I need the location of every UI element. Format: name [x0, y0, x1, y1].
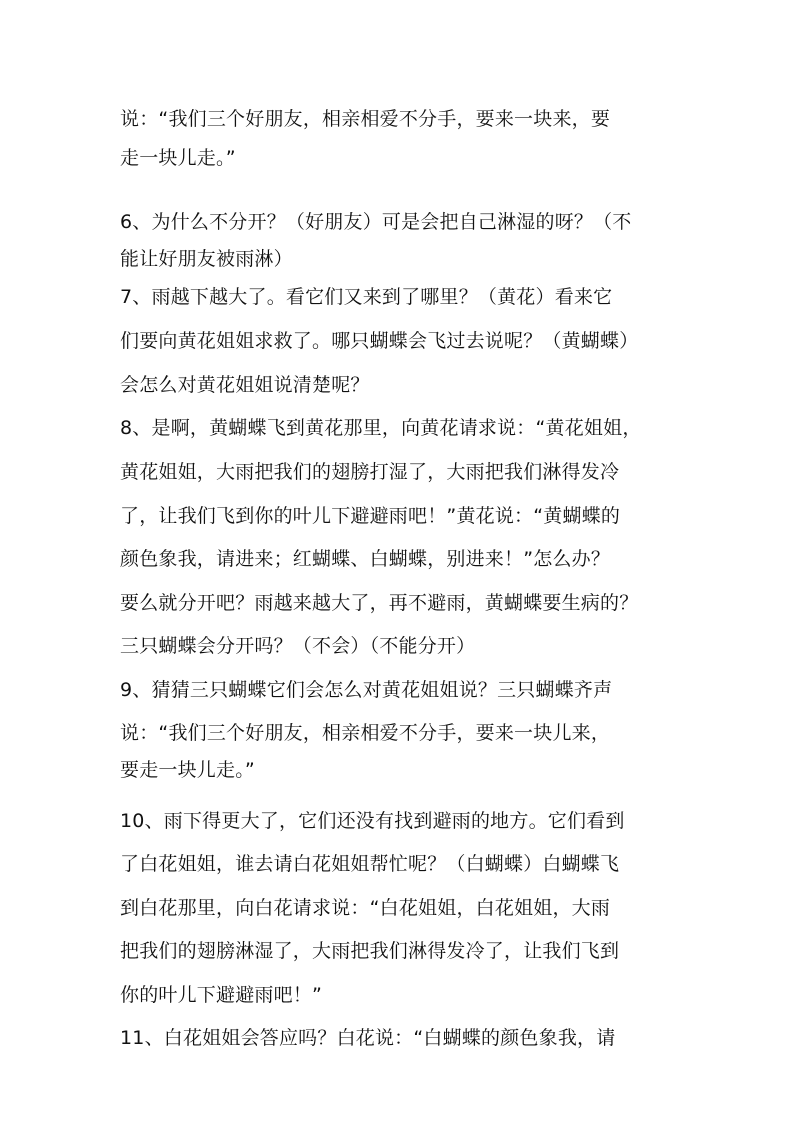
text-line: 把我们的翅膀淋湿了，大雨把我们淋得发冷了，让我们飞到 [120, 940, 620, 962]
text-line: 颜色象我，请进来；红蝴蝶、白蝴蝶，别进来！”怎么办？ [120, 548, 611, 570]
text-line: 黄花姐姐，大雨把我们的翅膀打湿了，大雨把我们淋得发冷 [120, 461, 620, 483]
text-line: 8、是啊，黄蝴蝶飞到黄花那里，向黄花请求说：“黄花姐姐， [120, 417, 642, 439]
text-line: 你的叶儿下避避雨吧！” [120, 984, 323, 1006]
text-line: 7、雨越下越大了。看它们又来到了哪里？（黄花）看来它 [120, 286, 613, 308]
text-line: 了，让我们飞到你的叶儿下避避雨吧！”黄花说：“黄蝴蝶的 [120, 505, 621, 527]
text-line: 们要向黄花姐姐求救了。哪只蝴蝶会飞过去说呢？（黄蝴蝶） [120, 330, 639, 352]
text-line: 到白花那里，向白花请求说：“白花姐姐，白花姐姐，大雨 [120, 897, 611, 919]
text-line: 10、雨下得更大了，它们还没有找到避雨的地方。它们看到 [120, 810, 625, 832]
text-line: 说：“我们三个好朋友，相亲相爱不分手，要来一块来，要 [120, 108, 611, 130]
text-line: 要么就分开吧？雨越来越大了，再不避雨，黄蝴蝶要生病的？ [120, 592, 639, 614]
text-line: 会怎么对黄花姐姐说清楚呢？ [120, 374, 370, 396]
text-line: 说：“我们三个好朋友，相亲相爱不分手，要来一块儿来， [120, 722, 611, 744]
text-line: 要走一块儿走。” [120, 759, 255, 781]
text-line: 走一块儿走。” [120, 147, 236, 169]
text-line: 了白花姐姐，谁去请白花姐姐帮忙呢？（白蝴蝶）白蝴蝶飞 [120, 853, 620, 875]
text-line: 三只蝴蝶会分开吗？（不会）（不能分开） [120, 635, 476, 657]
text-line: 11、白花姐姐会答应吗？白花说：“白蝴蝶的颜色象我，请 [120, 1027, 616, 1049]
text-line: 能让好朋友被雨淋） [120, 248, 293, 270]
text-line: 9、猜猜三只蝴蝶它们会怎么对黄花姐姐说？三只蝴蝶齐声 [120, 679, 613, 701]
text-line: 6、为什么不分开？（好朋友）可是会把自己淋湿的呀？（不 [120, 211, 632, 233]
